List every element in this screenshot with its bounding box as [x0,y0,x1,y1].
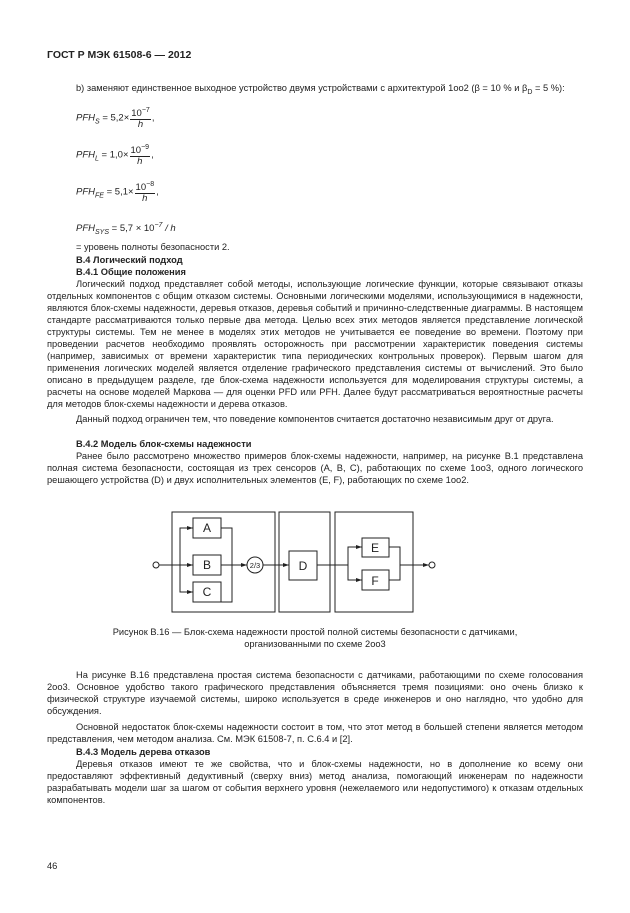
sil-line: = уровень полноты безопасности 2. [76,242,230,252]
label-vote: 2/3 [249,561,261,570]
formula-pfh-l: $PFH_L = 1,0\times$ $\frac{10^{-9}}{h}$ , [76,144,154,168]
paragraph-drawback: Основной недостаток блок-схемы надежности состоит в том, что этот метод в большей степени является методом представления, чем методом анализа. См. МЭК 61508-7, п. С.6.4 и [2]. [47,722,583,744]
paragraph-figure: На рисунке В.16 представлена простая система безопасности с датчиками, работающими по схеме голосования 2oo3. Основное удобство такого графического представления объясняется тремя позициями: оно очень близко к физической структуре изучаемой системы, широко используется в среде инженеров и оно наглядно, что удобно для обсуждения. [47,670,583,716]
output-node [429,562,435,568]
figure-caption-line2: организованными по схеме 2oo3 [244,639,386,649]
figure-caption-line1: Рисунок В.16 — Блок-схема надежности простой полной системы безопасности с датчиками, [112,627,518,637]
paragraph-logic: Логический подход представляет собой методы, использующие логические функции, которые связывают отказы отдельных компонентов с общим отказом системы. Основными логическими моделями, использующимися в надежности, являются блок-схемы надежности, деревья отказов, деревья событий и причинно-следственные диаграммы. В настоящем стандарте рассматриваются только первые два метода. Целью всех этих методов является представление логической структуры системы. Тем не менее в моделях этих методов не учитывается ее поведение во времени. Поэтому при проведении расчетов необходимо проявлять осторожность при рассмотрении характеристик поведения системы (например, зависимых от времени характеристик типа периодических контрольных проверок). Первым шагом для применения логических моделей является отделение графического представления системы от вычислений. Это было описано в предыдущем разделе, где блок-схема надежности используется для моделирования структуры системы, а расчеты на основе моделей Маркова — для оценки PFD или PFH. Далее будут рассматриваться вероятностные расчеты для методов блок-схемы надежности и дерева отказов. [47,279,583,409]
label-a: A [202,521,212,535]
formula-pfh-s: $PFH_S = 5,2\times$ $\frac{10^{-7}}{h}$ , [76,107,155,131]
paragraph-rbd: Ранее было рассмотрено множество примеров блок-схемы надежности, например, на рисунке В.1 представлена полная система безопасности, состоящая из трех сенсоров (A, B, C), работающих по схеме 1oo3, одного логического решающего устройства (D) и двух исполнительных элементов (E, F), работающих по схеме 1oo2. [47,451,583,485]
heading-b41: В.4.1 Общие положения [76,267,186,277]
heading-b4: В.4 Логический подход [76,255,183,265]
page-number: 46 [47,861,58,871]
input-node [153,562,159,568]
label-d: D [298,559,308,573]
intro-sub: D [527,88,533,96]
label-c: C [202,585,212,599]
formula-pfh-sys: $PFH_{SYS} = 5,7 \times 10^{-7} / h$ [76,222,176,237]
label-b: B [202,558,212,572]
heading-b42: В.4.2 Модель блок-схемы надежности [76,439,252,449]
paragraph-limit: Данный подход ограничен тем, что поведение компонентов считается достаточно независимым друг от друга. [76,414,554,424]
actuator-group-box [335,512,413,612]
intro-text: b) заменяют единственное выходное устройство двумя устройствами с архитектурой 1oo2 (β = 10 % и β [76,83,528,93]
paragraph-fault-tree: Деревья отказов имеют те же свойства, что и блок-схемы надежности, но в дополнение ко всему они предоставляют эффективный дедуктивный (сверху вниз) метод анализа, помогающий инженерам по надежности разрабатывать модели шаг за шагом от события верхнего уровня (нежелаемого или недопустимого) к отказам отдельных компонентов. [47,759,583,805]
heading-b43: В.4.3 Модель дерева отказов [76,747,211,757]
intro-end: = 5 %): [532,83,565,93]
document-header: ГОСТ Р МЭК 61508-6 — 2012 [47,49,192,61]
formula-pfh-fe: $PFH_{FE} = 5,1\times$ $\frac{10^{-8}}{h}$ , [76,181,159,205]
label-e: E [370,541,380,555]
label-f: F [371,574,379,588]
